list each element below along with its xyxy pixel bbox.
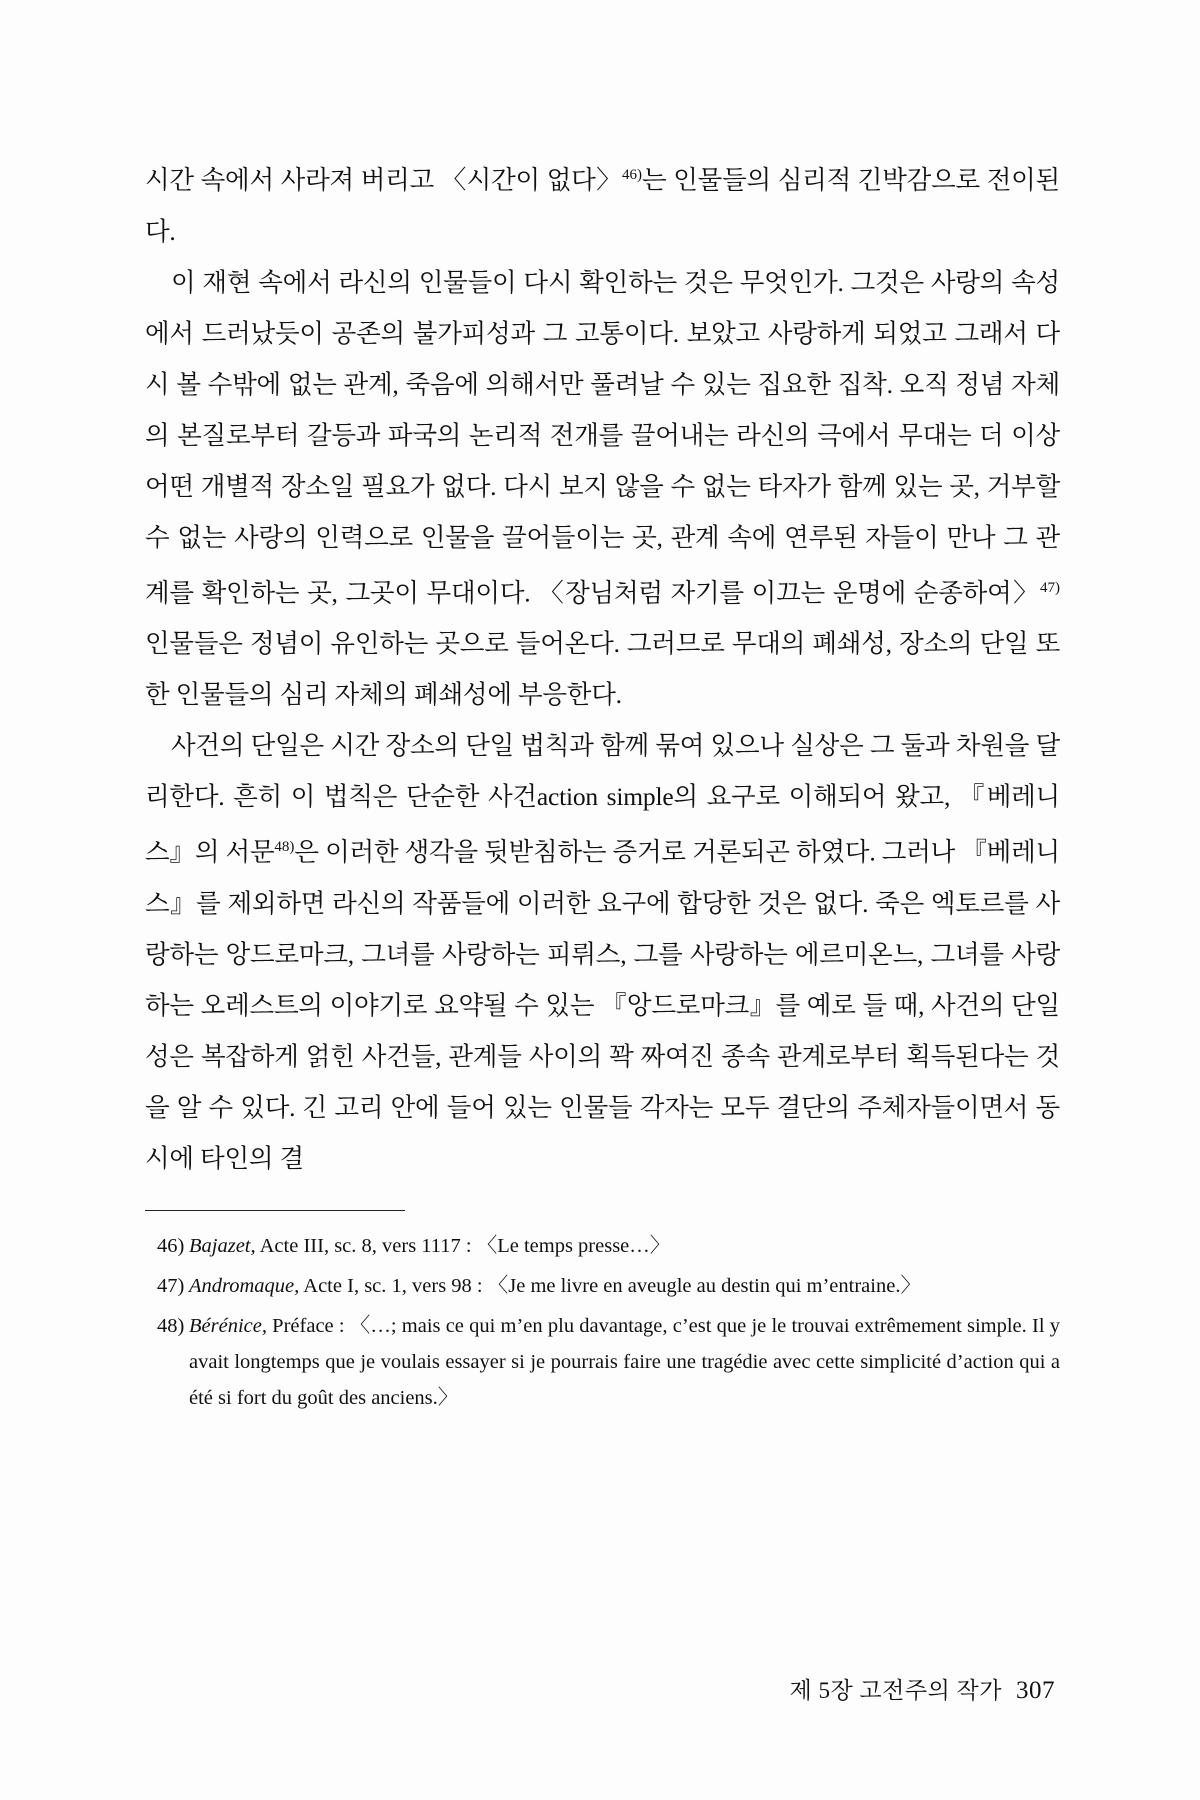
footer-chapter-label: 제 5장 고전주의 작가 — [789, 1678, 1002, 1703]
footnote-number: 48) — [157, 1314, 185, 1337]
footnote-text-b: , sc. 8, vers 1117 : 〈Le temps presse…〉 — [323, 1234, 671, 1257]
paragraph-1 — [145, 150, 1060, 257]
page-number: 307 — [1016, 1677, 1055, 1704]
footnotes-section — [145, 1210, 1060, 1416]
paragraph-2-text-b: 인물들은 정념이 유인하는 곳으로 들어온다. 그러므로 무대의 폐쇄성, 장소의 단일 또한 인물들의 심리 자체의 폐쇄성에 부응한다. — [145, 629, 1060, 709]
footnote-ref-47[interactable]: 47) — [1040, 579, 1060, 596]
footnote-text-b: , sc. 1, vers 98 : 〈Je me livre en aveugle au destin qui m’entraine.〉 — [353, 1274, 921, 1297]
footnote-ref-48[interactable]: 48) — [274, 839, 295, 855]
paragraph-1-text-a: 시간 속에서 사라져 버리고 〈시간이 없다〉 — [145, 165, 623, 195]
footnote-number: 47) — [157, 1274, 185, 1297]
footnote-body — [189, 1308, 1060, 1416]
paragraph-3-text-b: 은 이러한 생각을 뒷받침하는 증거로 거론되곤 하였다. 그러나 『베레니스』를 제외하면 라신의 작품들에 이러한 요구에 합당한 것은 없다. 죽은 엑토르를 사랑하는 앙드로마크, 그녀를 사랑하는 피뤼스, 그를 사랑하는 에르미온느, 그녀를 사랑하는 오레스트의 이야기로 요약될 수 있는 『앙드로마크』를 예로 들 때, 사건의 단일성은 복잡하게 얽힌 사건들, 관계들 사이의 꽉 짜여진 종속 관계로부터 획득된다는 것을 알 수 있다. 긴 고리 안에 들어 있는 인물들 각자는 모두 결단의 주체자들이면서 동시에 타인의 결 — [145, 837, 1060, 1173]
footnote-item — [145, 1268, 1060, 1304]
footnote-text-a: Acte — [255, 1234, 304, 1257]
footnote-title: Andromaque, — [189, 1274, 300, 1297]
footnote-act: I — [347, 1274, 354, 1297]
paragraph-3-text-a: 사건의 단일은 시간 장소의 단일 법칙과 함께 묶여 있으나 실상은 그 둘과 차원을 달리한다. 흔히 이 법칙은 단순한 사건action simple의 요구로 이해되어 왔고, 『베레니스』의 서문 — [145, 731, 1060, 867]
paragraph-2 — [145, 257, 1060, 721]
footnote-item — [145, 1308, 1060, 1416]
footnote-text-a: Acte — [299, 1274, 348, 1297]
footnote-item — [145, 1228, 1060, 1264]
footnote-body — [189, 1228, 1060, 1264]
footnote-ref-46[interactable]: 46) — [622, 167, 643, 183]
body-text-block — [145, 150, 1060, 1184]
paragraph-3 — [145, 720, 1060, 1184]
footnote-title: Bajazet, — [189, 1234, 256, 1257]
footnote-number: 46) — [157, 1234, 185, 1257]
footnote-act: III — [303, 1234, 324, 1257]
page-footer — [790, 1672, 1056, 1705]
paragraph-2-text-a: 이 재현 속에서 라신의 인물들이 다시 확인하는 것은 무엇인가. 그것은 사랑의 속성에서 드러났듯이 공존의 불가피성과 그 고통이다. 보았고 사랑하게 되었고 그래서 다시 볼 수밖에 없는 관계, 죽음에 의해서만 풀려날 수 있는 집요한 집착. 오직 정념 자체의 본질로부터 갈등과 파국의 논리적 전개를 끌어내는 라신의 극에서 무대는 더 이상 어떤 개별적 장소일 필요가 없다. 다시 보지 않을 수 없는 타자가 함께 있는 곳, 거부할 수 없는 사랑의 인력으로 인물을 끌어들이는 곳, 관계 속에 연루된 자들이 만나 그 관계를 확인하는 곳, 그곳이 무대이다. 〈장님처럼 자기를 이끄는 운명에 순종하여〉 — [145, 267, 1060, 607]
footnote-body — [189, 1268, 1060, 1304]
paragraph-1-text-b: 는 인물들의 심리적 긴박감으로 전이된다. — [145, 165, 1060, 246]
footnote-text-a: Préface : 〈…; mais ce qui m’en plu davantage, c’est que je le trouvai extrêmement simple. Il y avait longtemps que je voulais essayer si je pourrais faire une tragédie avec cette simplicité d’action qui a été si fort du goût des anciens.〉 — [189, 1314, 1060, 1409]
footnote-title: Bérénice, — [189, 1314, 267, 1337]
